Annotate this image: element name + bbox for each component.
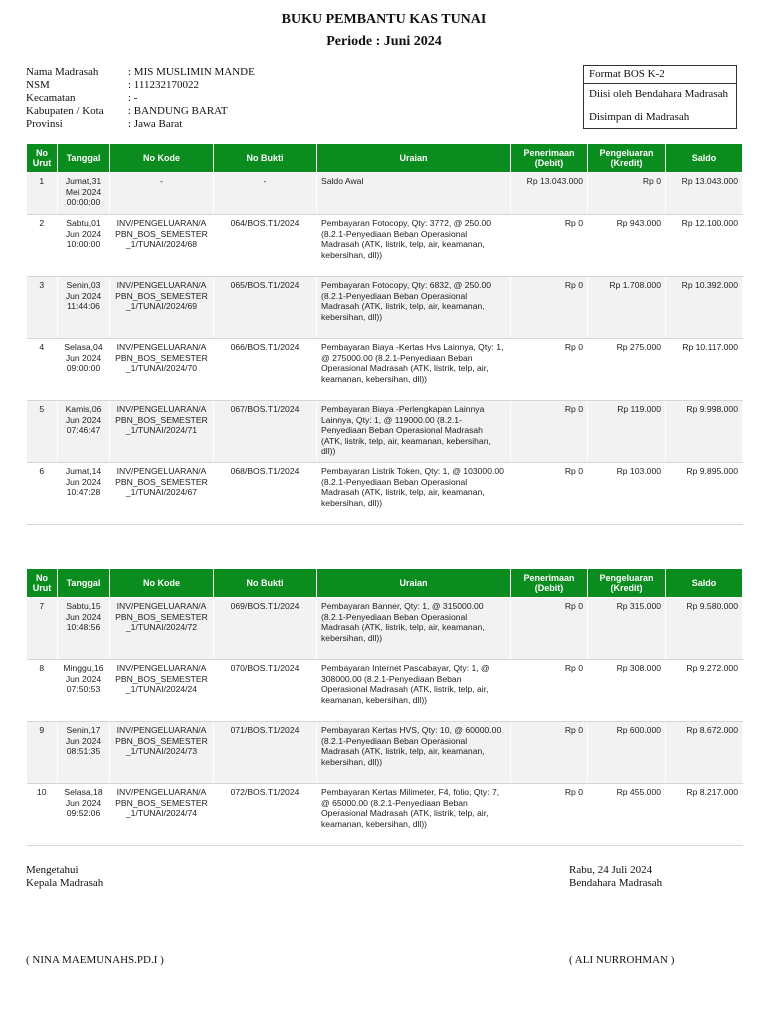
table-row [27, 784, 743, 846]
cell-uraian: Pembayaran Kertas HVS, Qty: 10, @ 60000.00 (8.2.1-Penyediaan Beban Operasional Madrasah (ATK, listrik, telp, air, keamanan, kebersihan, dll)) [317, 722, 511, 784]
cell-uraian: Pembayaran Kertas Milimeter, F4, folio, Qty: 7, @ 65000.00 (8.2.1-Penyediaan Beban Operasional Madrasah (ATK, listrik, telp, air, keamanan, kebersihan, dll)) [317, 784, 511, 846]
cell-saldo: Rp 8.672.000 [666, 722, 743, 784]
cell-no-kode: - [110, 173, 214, 215]
info-value: : - [128, 92, 138, 104]
cell-pengeluaran: Rp 1.708.000 [588, 277, 666, 339]
cell-no-bukti: 064/BOS.T1/2024 [214, 215, 317, 277]
cell-penerimaan: Rp 0 [511, 401, 588, 463]
cell-penerimaan: Rp 0 [511, 598, 588, 660]
signature-right [569, 864, 662, 890]
cell-penerimaan: Rp 0 [511, 722, 588, 784]
col-uraian: Uraian [317, 569, 511, 598]
info-label: Kabupaten / Kota [26, 105, 104, 117]
cell-no-kode: INV/PENGELUARAN/APBN_BOS_SEMESTER_1/TUNAI/2024/74 [110, 784, 214, 846]
info-row-nsm [26, 79, 255, 92]
table-row [27, 339, 743, 401]
col-penerimaan: Penerimaan (Debit) [511, 569, 588, 598]
format-filled-by: Diisi oleh Bendahara Madrasah [589, 88, 728, 100]
cell-no: 8 [27, 660, 58, 722]
col-no-urut: No Urut [27, 144, 58, 173]
cell-no: 6 [27, 463, 58, 525]
cell-no: 2 [27, 215, 58, 277]
cell-tanggal: Selasa,04 Jun 2024 09:00:00 [58, 339, 110, 401]
cell-penerimaan: Rp 0 [511, 660, 588, 722]
cell-no: 4 [27, 339, 58, 401]
cell-penerimaan: Rp 0 [511, 277, 588, 339]
signature-date: Rabu, 24 Juli 2024 [569, 864, 653, 876]
info-row-provinsi [26, 118, 255, 131]
cell-saldo: Rp 8.217.000 [666, 784, 743, 846]
cell-no: 9 [27, 722, 58, 784]
cell-no-kode: INV/PENGELUARAN/APBN_BOS_SEMESTER_1/TUNAI/2024/24 [110, 660, 214, 722]
cell-tanggal: Jumat,14 Jun 2024 10:47:28 [58, 463, 110, 525]
cell-pengeluaran: Rp 103.000 [588, 463, 666, 525]
col-penerimaan: Penerimaan (Debit) [511, 144, 588, 173]
table-header-row [27, 144, 743, 173]
cash-ledger-table-continued [26, 568, 743, 846]
col-pengeluaran: Pengeluaran (Kredit) [588, 569, 666, 598]
school-info [26, 66, 255, 131]
table-row [27, 401, 743, 463]
cell-uraian: Pembayaran Biaya -Kertas Hvs Lainnya, Qty: 1, @ 275000.00 (8.2.1-Penyediaan Beban Operasional Madrasah (ATK, listrik, telp, air, keamanan, kebersihan, dll)) [317, 339, 511, 401]
treasurer-title: Bendahara Madrasah [569, 877, 663, 889]
cell-no-bukti: 066/BOS.T1/2024 [214, 339, 317, 401]
table-row [27, 215, 743, 277]
cell-no-kode: INV/PENGELUARAN/APBN_BOS_SEMESTER_1/TUNAI/2024/68 [110, 215, 214, 277]
col-saldo: Saldo [666, 144, 743, 173]
cell-penerimaan: Rp 0 [511, 463, 588, 525]
cell-no-bukti: 072/BOS.T1/2024 [214, 784, 317, 846]
table-row [27, 598, 743, 660]
info-label: Nama Madrasah [26, 66, 99, 78]
info-label: Provinsi [26, 118, 63, 130]
cell-no: 3 [27, 277, 58, 339]
cell-pengeluaran: Rp 943.000 [588, 215, 666, 277]
cell-pengeluaran: Rp 315.000 [588, 598, 666, 660]
document-period: Periode : Juni 2024 [326, 34, 442, 49]
col-tanggal: Tanggal [58, 144, 110, 173]
cell-tanggal: Jumat,31 Mei 2024 00:00:00 [58, 173, 110, 215]
document-title: BUKU PEMBANTU KAS TUNAI [281, 12, 487, 27]
cell-pengeluaran: Rp 455.000 [588, 784, 666, 846]
info-label: Kecamatan [26, 92, 76, 104]
col-no-bukti: No Bukti [214, 569, 317, 598]
table-row [27, 277, 743, 339]
cell-saldo: Rp 9.272.000 [666, 660, 743, 722]
cell-tanggal: Sabtu,15 Jun 2024 10:48:56 [58, 598, 110, 660]
info-row-kabupaten [26, 105, 255, 118]
cell-saldo: Rp 10.392.000 [666, 277, 743, 339]
info-value: : MIS MUSLIMIN MANDE [128, 66, 255, 78]
cell-pengeluaran: Rp 0 [588, 173, 666, 215]
info-row-kecamatan [26, 92, 255, 105]
cell-pengeluaran: Rp 308.000 [588, 660, 666, 722]
format-box [583, 65, 737, 129]
cell-no: 7 [27, 598, 58, 660]
cell-no-kode: INV/PENGELUARAN/APBN_BOS_SEMESTER_1/TUNAI/2024/67 [110, 463, 214, 525]
cell-no-bukti: 068/BOS.T1/2024 [214, 463, 317, 525]
headmaster-title: Kepala Madrasah [26, 877, 104, 889]
cell-tanggal: Senin,03 Jun 2024 11:44:06 [58, 277, 110, 339]
cell-pengeluaran: Rp 275.000 [588, 339, 666, 401]
cell-no-kode: INV/PENGELUARAN/APBN_BOS_SEMESTER_1/TUNAI/2024/72 [110, 598, 214, 660]
table-body [27, 598, 743, 846]
cell-saldo: Rp 10.117.000 [666, 339, 743, 401]
info-row-nama-madrasah [26, 66, 255, 79]
cell-uraian: Pembayaran Internet Pascabayar, Qty: 1, @ 308000.00 (8.2.1-Penyediaan Beban Operasional Madrasah (ATK, listrik, telp, air, keamanan, kebersihan, dll)) [317, 660, 511, 722]
col-no-bukti: No Bukti [214, 144, 317, 173]
cell-uraian: Saldo Awal [317, 173, 511, 215]
info-label: NSM [26, 79, 50, 91]
cell-no-kode: INV/PENGELUARAN/APBN_BOS_SEMESTER_1/TUNAI/2024/69 [110, 277, 214, 339]
cell-pengeluaran: Rp 600.000 [588, 722, 666, 784]
acknowledged-label: Mengetahui [26, 864, 79, 876]
table-row [27, 722, 743, 784]
cell-no-kode: INV/PENGELUARAN/APBN_BOS_SEMESTER_1/TUNAI/2024/71 [110, 401, 214, 463]
cell-uraian: Pembayaran Listrik Token, Qty: 1, @ 103000.00 (8.2.1-Penyediaan Beban Operasional Madrasah (ATK, listrik, telp, air, keamanan, kebersihan, dll)) [317, 463, 511, 525]
cell-no: 1 [27, 173, 58, 215]
cell-penerimaan: Rp 0 [511, 784, 588, 846]
cell-uraian: Pembayaran Banner, Qty: 1, @ 315000.00 (8.2.1-Penyediaan Beban Operasional Madrasah (ATK, listrik, telp, air, keamanan, kebersihan, dll)) [317, 598, 511, 660]
cell-saldo: Rp 9.580.000 [666, 598, 743, 660]
cell-no-bukti: 069/BOS.T1/2024 [214, 598, 317, 660]
table-header-row [27, 569, 743, 598]
col-tanggal: Tanggal [58, 569, 110, 598]
cell-tanggal: Kamis,06 Jun 2024 07:46:47 [58, 401, 110, 463]
cell-no-kode: INV/PENGELUARAN/APBN_BOS_SEMESTER_1/TUNAI/2024/70 [110, 339, 214, 401]
table-body [27, 173, 743, 525]
cell-no: 5 [27, 401, 58, 463]
cell-tanggal: Senin,17 Jun 2024 08:51:35 [58, 722, 110, 784]
col-saldo: Saldo [666, 569, 743, 598]
cell-saldo: Rp 9.895.000 [666, 463, 743, 525]
col-uraian: Uraian [317, 144, 511, 173]
col-no-kode: No Kode [110, 569, 214, 598]
info-value: : 111232170022 [128, 79, 199, 91]
cell-no: 10 [27, 784, 58, 846]
cell-tanggal: Minggu,16 Jun 2024 07:50:53 [58, 660, 110, 722]
cell-saldo: Rp 13.043.000 [666, 173, 743, 215]
cell-no-bukti: 067/BOS.T1/2024 [214, 401, 317, 463]
cell-no-bukti: 070/BOS.T1/2024 [214, 660, 317, 722]
cell-no-bukti: - [214, 173, 317, 215]
col-no-kode: No Kode [110, 144, 214, 173]
treasurer-name: ( ALI NURROHMAN ) [569, 954, 675, 966]
col-no-urut: No Urut [27, 569, 58, 598]
cash-ledger-table [26, 143, 743, 525]
cell-uraian: Pembayaran Fotocopy, Qty: 3772, @ 250.00 (8.2.1-Penyediaan Beban Operasional Madrasah (ATK, listrik, telp, air, keamanan, kebersihan, dll)) [317, 215, 511, 277]
format-code: Format BOS K-2 [584, 66, 736, 84]
info-value: : BANDUNG BARAT [128, 105, 228, 117]
cell-no-bukti: 065/BOS.T1/2024 [214, 277, 317, 339]
headmaster-name: ( NINA MAEMUNAHS.PD.I ) [26, 954, 164, 966]
col-pengeluaran: Pengeluaran (Kredit) [588, 144, 666, 173]
cell-pengeluaran: Rp 119.000 [588, 401, 666, 463]
cell-tanggal: Sabtu,01 Jun 2024 10:00:00 [58, 215, 110, 277]
cell-tanggal: Selasa,18 Jun 2024 09:52:06 [58, 784, 110, 846]
cell-saldo: Rp 9.998.000 [666, 401, 743, 463]
info-value: : Jawa Barat [128, 118, 183, 130]
cell-penerimaan: Rp 0 [511, 215, 588, 277]
cell-uraian: Pembayaran Fotocopy, Qty: 6832, @ 250.00 (8.2.1-Penyediaan Beban Operasional Madrasah (ATK, listrik, telp, air, keamanan, kebersihan, dll)) [317, 277, 511, 339]
table-row [27, 463, 743, 525]
format-stored: Disimpan di Madrasah [589, 111, 690, 123]
cell-saldo: Rp 12.100.000 [666, 215, 743, 277]
cell-penerimaan: Rp 13.043.000 [511, 173, 588, 215]
cell-no-kode: INV/PENGELUARAN/APBN_BOS_SEMESTER_1/TUNAI/2024/73 [110, 722, 214, 784]
table-row [27, 660, 743, 722]
signature-left [26, 864, 103, 890]
cell-uraian: Pembayaran Biaya -Perlengkapan Lainnya Lainnya, Qty: 1, @ 119000.00 (8.2.1-Penyediaan Beban Operasional Madrasah (ATK, listrik, telp, air, keamanan, kebersihan, dll)) [317, 401, 511, 463]
cell-no-bukti: 071/BOS.T1/2024 [214, 722, 317, 784]
cell-penerimaan: Rp 0 [511, 339, 588, 401]
table-row [27, 173, 743, 215]
